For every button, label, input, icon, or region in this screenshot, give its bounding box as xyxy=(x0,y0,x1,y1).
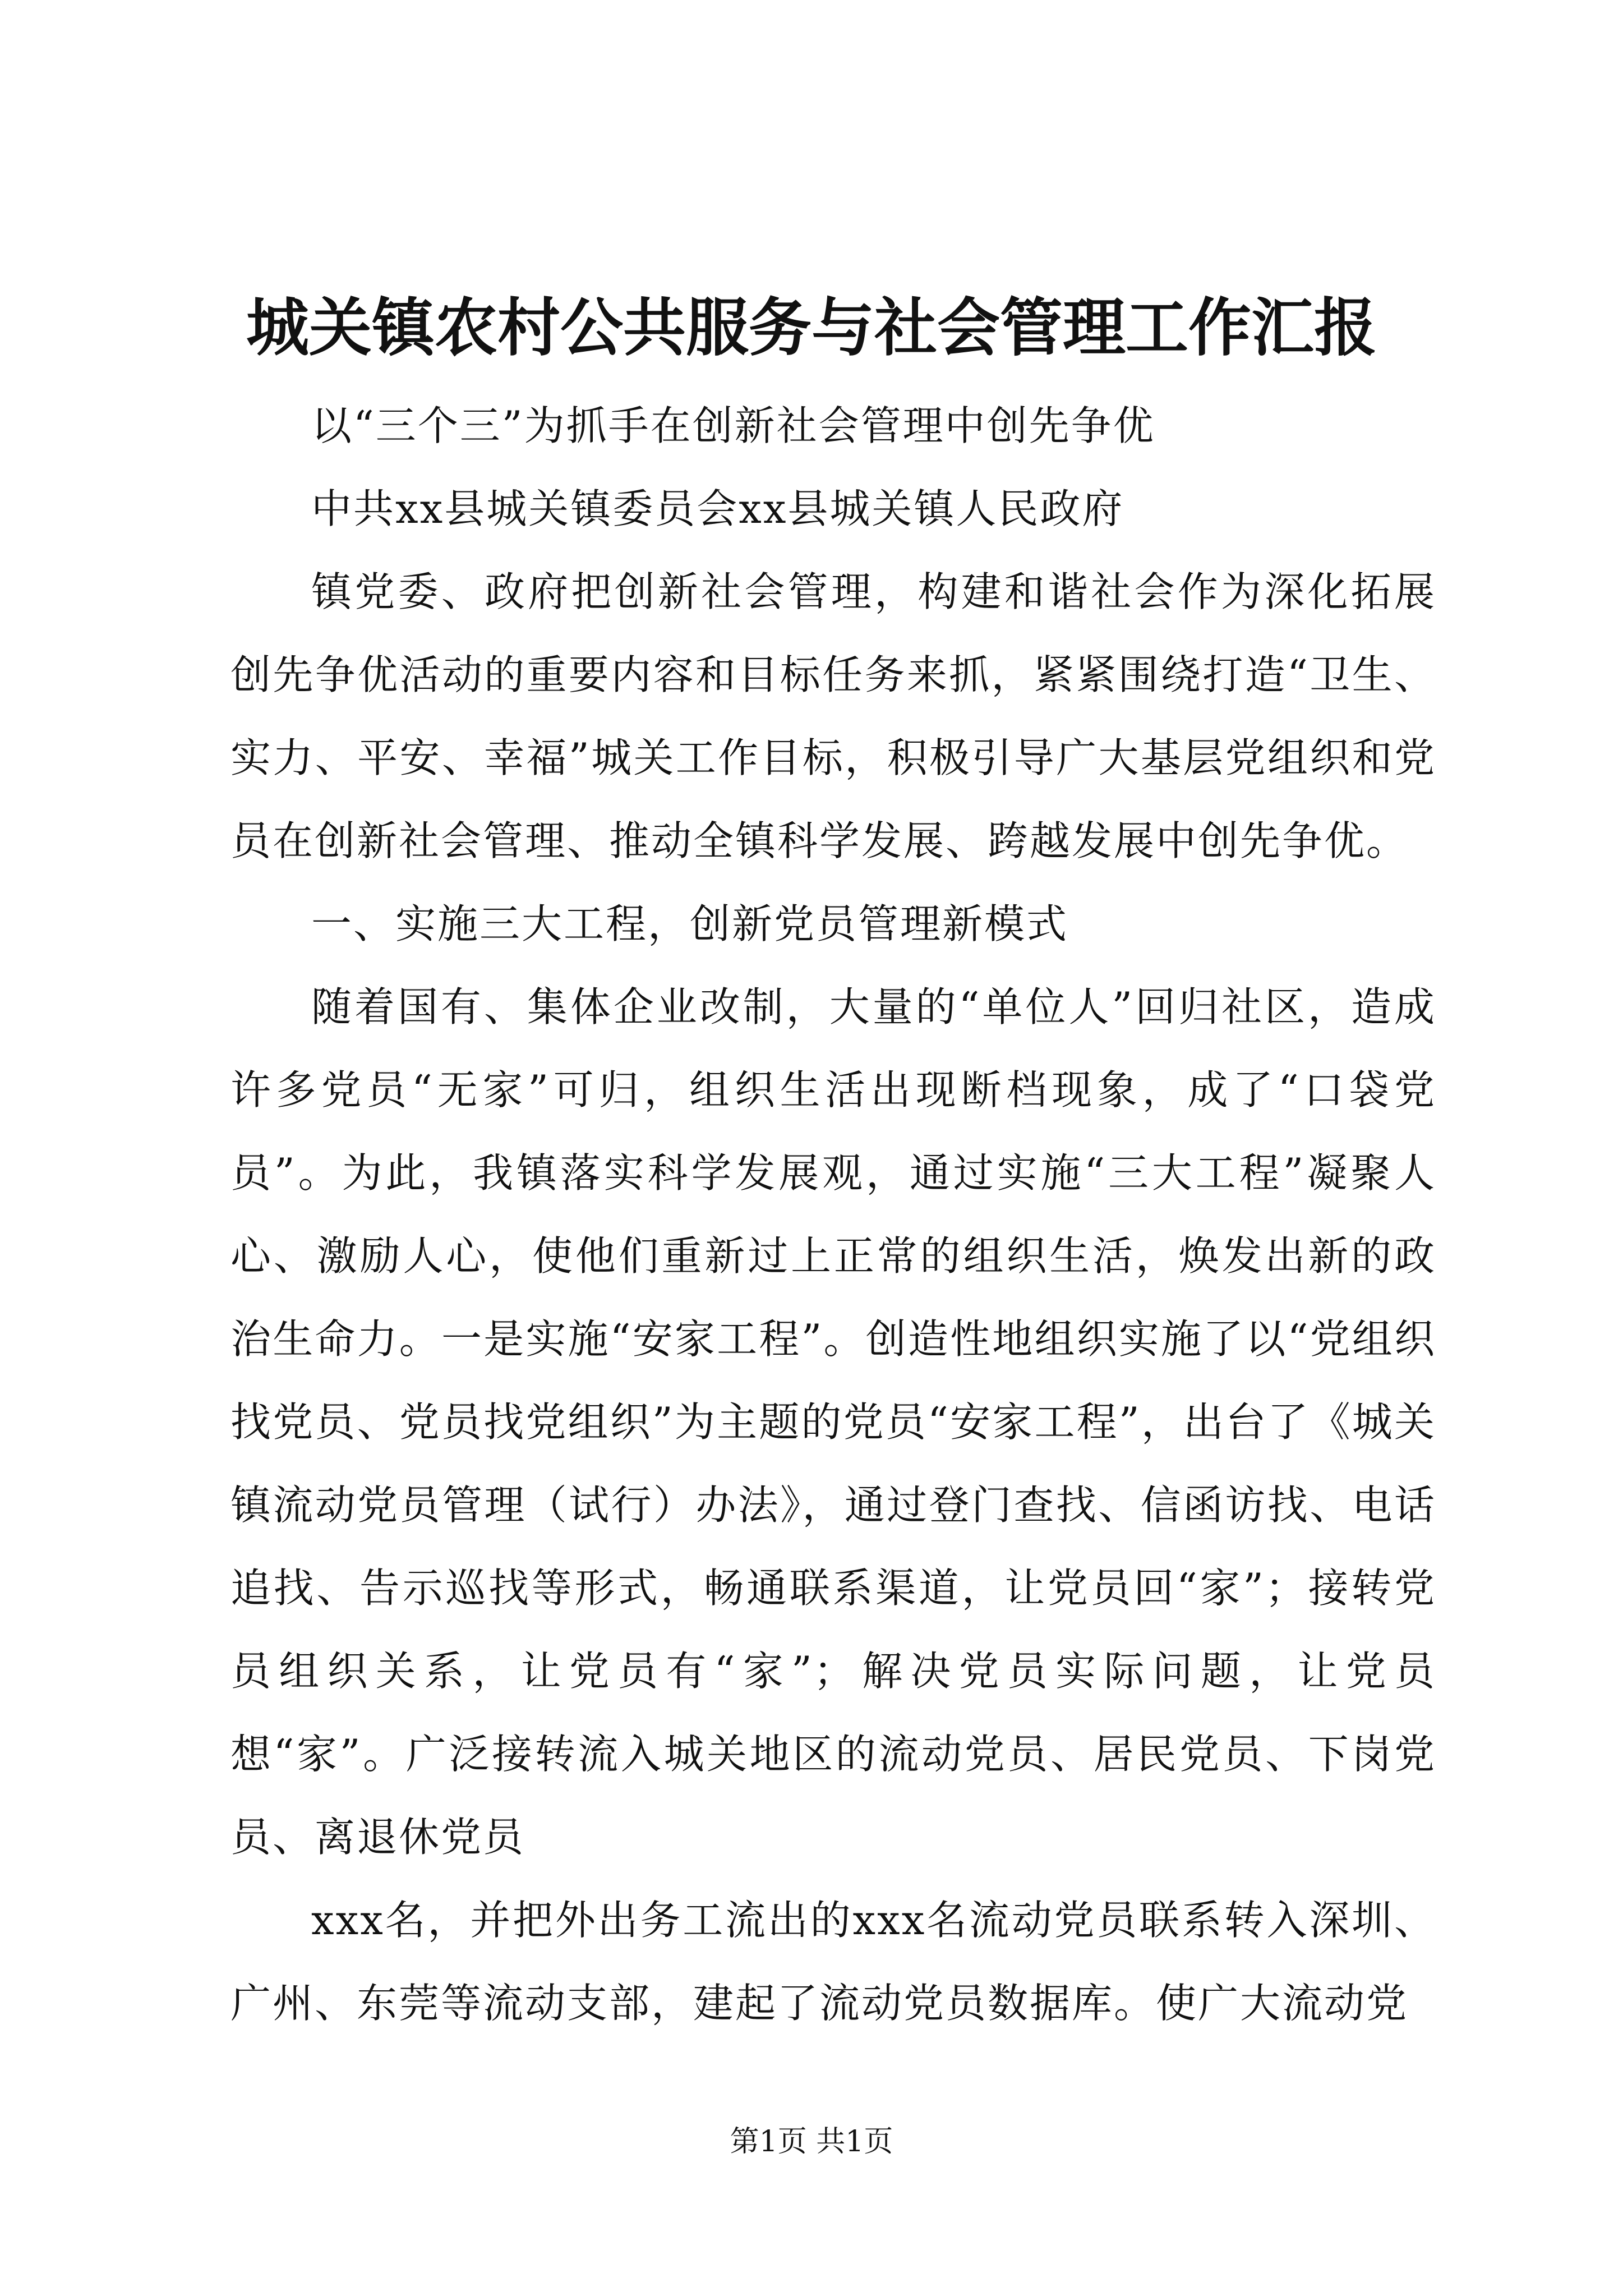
subtitle-paragraph: 以“三个三”为抓手在创新社会管理中创先争优 xyxy=(311,402,1155,449)
issuer-paragraph: 中共xx县城关镇委员会xx县城关镇人民政府 xyxy=(311,485,1124,532)
document-title: 城关镇农村公共服务与社会管理工作汇报 xyxy=(246,291,1377,365)
document-body xyxy=(230,384,1436,2045)
body-paragraph: 镇党委、政府把创新社会管理，构建和谐社会作为深化拓展创先争优活动的重要内容和目标任务来抓，紧紧围绕打造“卫生、实力、平安、幸福”城关工作目标，积极引导广大基层党组织和党员在创新社会管理、推动全镇科学发展、跨越发展中创先争优。 xyxy=(230,568,1436,864)
body-paragraph: 随着国有、集体企业改制，大量的“单位人”回归社区，造成许多党员“无家”可归，组织生活出现断档现象，成了“口袋党员”。为此，我镇落实科学发展观，通过实施“三大工程”凝聚人心、激励人心，使他们重新过上正常的组织生活，焕发出新的政治生命力。一是实施“安家工程”。创造性地组织实施了以“党组织找党员、党员找党组织”为主题的党员“安家工程”，出台了《城关镇流动党员管理（试行）办法》，通过登门查找、信函访找、电话追找、告示巡找等形式，畅通联系渠道，让党员回“家”；接转党员组织关系，让党员有“家”；解决党员实际问题，让党员想“家”。广泛接转流入城关地区的流动党员、居民党员、下岗党员、离退休党员 xyxy=(230,983,1436,1861)
section-heading: 一、实施三大工程，创新党员管理新模式 xyxy=(311,900,1069,947)
body-paragraph: xxx名，并把外出务工流出的xxx名流动党员联系转入深圳、广州、东莞等流动支部，建起了流动党员数据库。使广大流动党 xyxy=(230,1897,1436,2027)
page-number-footer: 第1页 共1页 xyxy=(730,2125,893,2159)
